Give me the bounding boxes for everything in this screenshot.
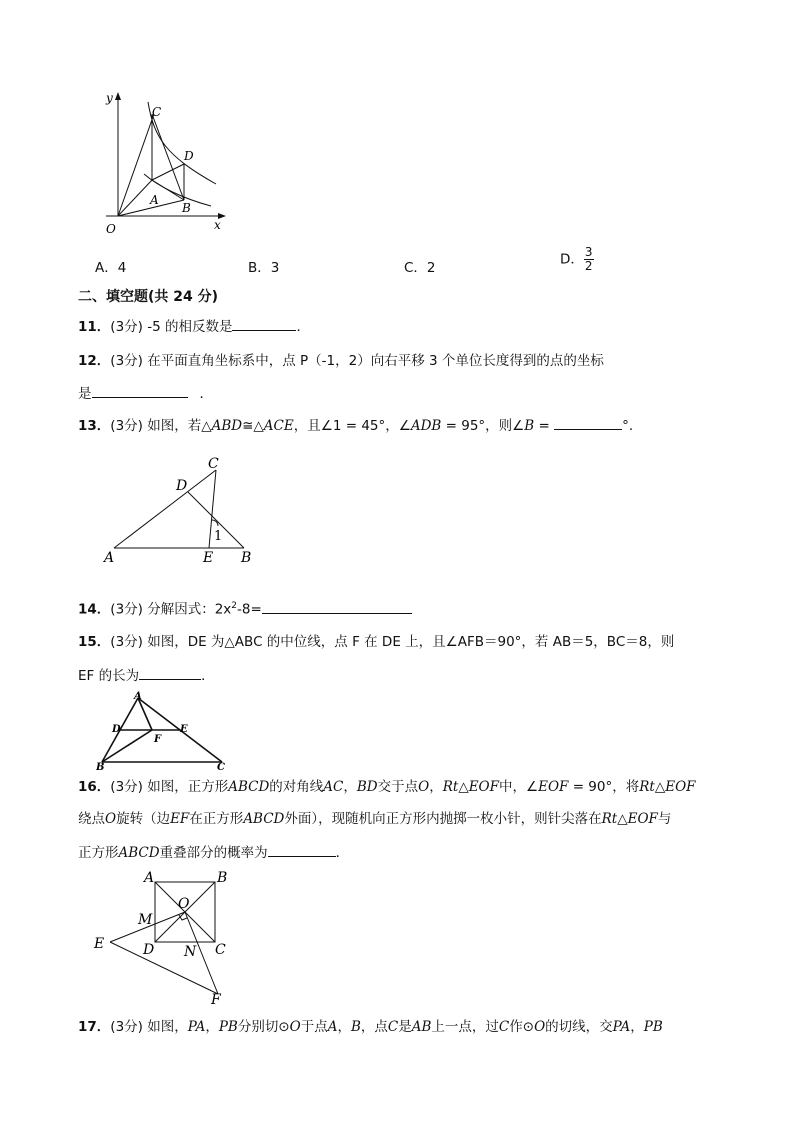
figure-q16: [88, 868, 238, 1008]
q16-number: 16．: [78, 779, 111, 795]
q16-l1m6: EOF: [468, 779, 499, 795]
fig16-label-e: E: [94, 936, 105, 952]
option-d: [560, 246, 594, 273]
fig13-label-angle-1: 1: [214, 529, 223, 544]
q17-m10: PA: [612, 1019, 631, 1035]
question-15-line2: [78, 665, 215, 685]
q16-l2m5: EOF: [627, 811, 658, 827]
q11-end: ．: [296, 319, 310, 335]
q12-number: 12．: [78, 353, 111, 369]
q17-m9: O: [534, 1019, 546, 1035]
q16-l1m5: Rt: [442, 779, 459, 795]
q17-m6: C: [387, 1019, 399, 1035]
fig16-label-m: M: [138, 912, 153, 928]
fig15-label-e: E: [180, 724, 188, 735]
question-16-line3: [78, 842, 349, 862]
fig16-label-b: B: [217, 870, 228, 886]
q16-l3m1: ABCD: [118, 845, 160, 861]
q13-text-a: (3分) 如图，若△: [110, 418, 212, 434]
q16-l2c: 在正方形: [189, 811, 244, 827]
q15-text-line2: EF 的长为: [78, 668, 140, 684]
q16-l1m8: Rt: [639, 779, 655, 795]
fig15-label-f: F: [154, 734, 162, 745]
fig13-label-e: E: [203, 550, 214, 566]
q16-answer-blank[interactable]: [268, 842, 336, 857]
q16-l2a: 绕点: [78, 811, 105, 827]
option-d-prefix: D．: [560, 251, 584, 268]
q17-g: 是: [398, 1019, 412, 1035]
fig10-label-b: B: [182, 201, 191, 215]
q17-c: 分别切⊙: [237, 1019, 290, 1035]
question-16-line1: [78, 778, 696, 796]
q16-l1i: △: [654, 779, 666, 795]
option-a: A．4: [95, 260, 127, 276]
q13-end: °.: [622, 418, 634, 434]
option-c: C．2: [404, 260, 436, 276]
q13-text-b: ≅△: [242, 418, 264, 434]
q17-m2: PB: [218, 1019, 238, 1035]
q16-l1m1: ABCD: [228, 779, 270, 795]
question-16-line2: [78, 810, 671, 828]
q16-l1m4: O: [418, 779, 430, 795]
q17-number: 17．: [78, 1019, 111, 1035]
fig16-label-n: N: [184, 944, 197, 960]
fig16-label-o: O: [178, 896, 190, 912]
fig13-label-a: A: [104, 550, 115, 566]
q17-m11: PB: [643, 1019, 663, 1035]
option-d-numerator: 3: [584, 245, 593, 259]
fig16-label-f: F: [211, 992, 221, 1008]
fig15-label-b: B: [96, 762, 105, 770]
question-11: [78, 316, 310, 336]
q17-m5: B: [350, 1019, 361, 1035]
figure-q15: [96, 690, 231, 770]
question-13: [78, 415, 633, 435]
q15-text-line1: (3分) 如图，DE 为△ABC 的中位线，点 F 在 DE 上，且∠AFB＝90°，若 AB＝5，BC＝8，则: [110, 634, 675, 650]
q13-math-ace: ACE: [263, 418, 294, 434]
q12-end: ．: [199, 386, 213, 402]
q16-l2d: 外面），现随机向正方形内抛掷一枚小针，则针尖落在: [284, 811, 602, 827]
question-17: [78, 1018, 663, 1036]
fig10-label-y: y: [106, 91, 113, 105]
question-12-line1: [78, 352, 604, 370]
q16-l2m1: O: [105, 811, 117, 827]
q17-m8: C: [498, 1019, 510, 1035]
q12-text-line2: 是: [78, 386, 92, 402]
q16-l1c: ，: [343, 779, 357, 795]
q17-e: ，: [337, 1019, 351, 1035]
q17-m4: A: [327, 1019, 338, 1035]
q16-l1g: 中，∠: [499, 779, 539, 795]
figure-q10: [96, 88, 231, 238]
q17-k: ，: [630, 1019, 644, 1035]
q16-l1m3: BD: [356, 779, 378, 795]
q16-l1h: = 90°，将: [568, 779, 640, 795]
fig10-label-d: D: [184, 149, 194, 163]
q14-text: (3分) 分解因式：2x: [110, 601, 232, 618]
q12-text-line1: (3分) 在平面直角坐标系中，点 P（-1，2）向右平移 3 个单位长度得到的点的坐标: [110, 353, 604, 369]
q17-f: ，点: [360, 1019, 388, 1035]
q16-l2b: 旋转（边: [116, 811, 171, 827]
q16-l2m4: Rt: [601, 811, 618, 827]
q16-l2m3: ABCD: [243, 811, 285, 827]
q13-number: 13．: [78, 418, 111, 434]
fig16-label-d: D: [143, 942, 155, 958]
q13-answer-blank[interactable]: [554, 415, 622, 430]
section-heading-fill-in: 二、填空题(共 24 分): [78, 289, 219, 305]
q17-i: 作⊙: [509, 1019, 535, 1035]
question-12-line2: [78, 383, 213, 403]
fig13-label-d: D: [176, 478, 188, 494]
q13-math-b: B: [524, 418, 535, 434]
q16-l1b: 的对角线: [269, 779, 324, 795]
q12-answer-blank[interactable]: [92, 383, 188, 398]
fig16-label-a: A: [144, 870, 155, 886]
q17-m7: AB: [411, 1019, 432, 1035]
q11-answer-blank[interactable]: [232, 316, 296, 331]
q16-l1e: ，: [429, 779, 443, 795]
q17-m1: PA: [187, 1019, 206, 1035]
q14-text2: -8=: [237, 601, 262, 618]
q14-number: 14．: [78, 601, 111, 618]
q16-l1m7: EOF: [538, 779, 569, 795]
q14-superscript: 2: [231, 601, 238, 611]
q17-b: ，: [205, 1019, 219, 1035]
q16-l1m2: AC: [323, 779, 344, 795]
q16-l2m2: EF: [170, 811, 190, 827]
q11-number: 11．: [78, 319, 111, 335]
fig10-label-o: O: [106, 222, 116, 236]
q17-a: (3分) 如图，: [110, 1019, 188, 1035]
q11-text: (3分) -5 的相反数是: [110, 319, 233, 335]
figure-q13: [96, 452, 266, 570]
q13-text-e: =: [534, 418, 555, 434]
q17-j: 的切线，交: [545, 1019, 613, 1035]
fig16-label-c: C: [215, 942, 226, 958]
q17-m3: O: [289, 1019, 301, 1035]
q16-end: ．: [335, 845, 350, 861]
q15-end: ．: [201, 668, 215, 684]
fig15-label-d: D: [112, 724, 121, 735]
q13-math-abd: ABD: [211, 418, 243, 434]
q16-l1m9: EOF: [665, 779, 696, 795]
option-b: B．3: [248, 260, 280, 276]
fig15-label-a: A: [134, 691, 142, 702]
question-15-line1: [78, 633, 674, 651]
q16-l3a: 正方形: [78, 845, 119, 861]
q13-math-adb: ADB: [410, 418, 442, 434]
q14-answer-blank[interactable]: [262, 599, 412, 614]
fig10-label-c: C: [152, 105, 162, 119]
fig10-label-x: x: [214, 218, 221, 232]
fig15-label-c: C: [217, 762, 225, 770]
q17-d: 于点: [300, 1019, 328, 1035]
q15-answer-blank[interactable]: [139, 665, 201, 680]
q16-l3b: 重叠部分的概率为: [159, 845, 268, 861]
option-d-denominator: 2: [584, 259, 593, 273]
fig10-label-a: A: [150, 193, 159, 207]
question-14: [78, 597, 412, 619]
q15-number: 15．: [78, 634, 111, 650]
fig13-label-c: C: [208, 456, 219, 472]
q13-text-c: ，且∠1 = 45°，∠: [293, 418, 411, 434]
q16-l1a: (3分) 如图，正方形: [110, 779, 229, 795]
q17-h: 上一点，过: [431, 1019, 499, 1035]
fig13-label-b: B: [241, 550, 252, 566]
q16-l1f: △: [458, 779, 469, 795]
q16-l2e: △: [617, 811, 628, 827]
q13-text-d: = 95°，则∠: [441, 418, 525, 434]
option-d-fraction: [584, 246, 594, 273]
q16-l2f: 与: [657, 811, 672, 827]
q16-l1d: 交于点: [377, 779, 419, 795]
